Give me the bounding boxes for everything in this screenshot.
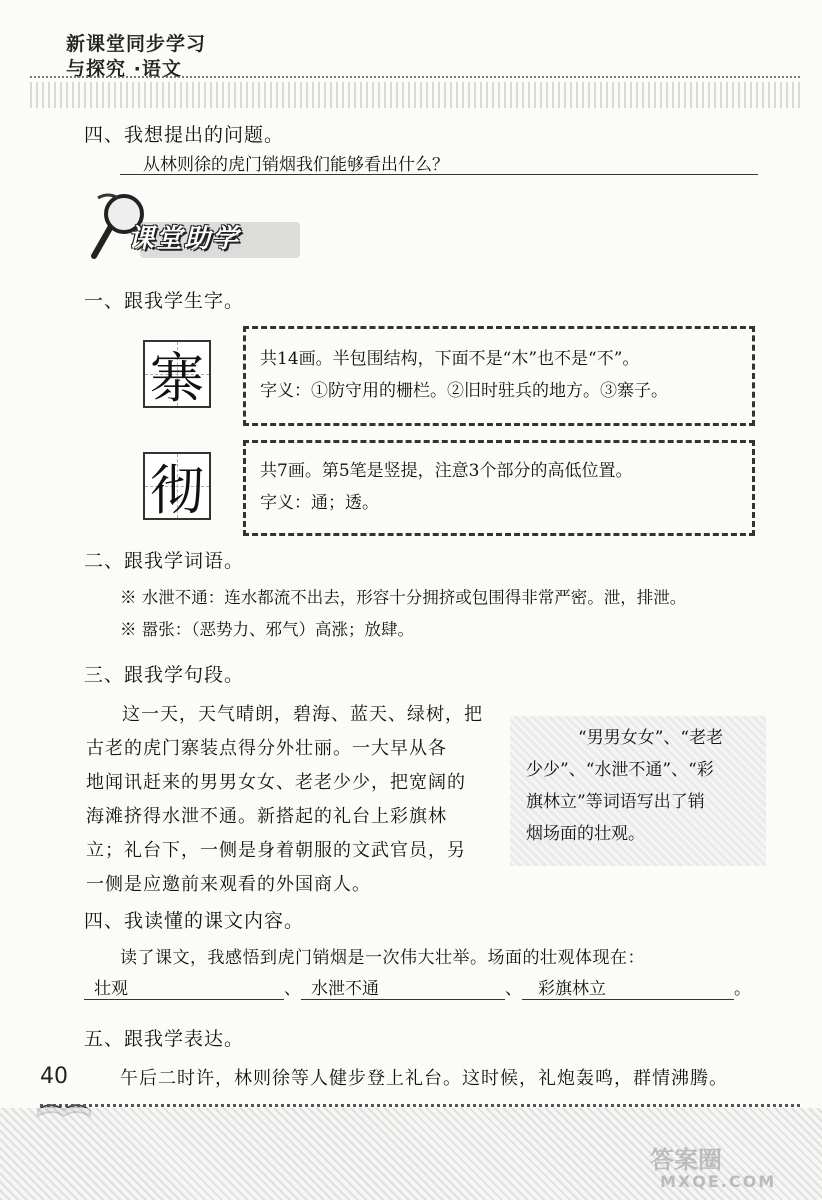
character-box [143,340,211,408]
answer-blank: 壮观 [84,974,284,1000]
banner-title: 课堂助学 [128,224,241,254]
character-meaning-line: 字义：①防守用的栅栏。②旧时驻兵的地方。③寨子。 [260,381,668,401]
character-box [143,452,211,520]
end-mark: 。 [734,979,751,999]
tip-box [510,716,766,866]
word-item: ※ 水泄不通：连水都流不出去，形容十分拥挤或包围得非常严密。泄，排泄。 [120,588,687,607]
character-note-box [243,440,755,536]
tip-line: 旗林立”等词语写出了销 [526,792,705,812]
characters-heading: 一、跟我学生字。 [84,290,245,312]
words-heading: 二、跟我学词语。 [84,550,245,572]
tip-line: “男男女女”、“老老 [578,728,724,748]
series-title: 新课堂同步学习 与探究 ·语文 [66,33,207,80]
header-divider [30,76,800,78]
tip-line: 少少”、“水泄不通”、“彩 [526,760,714,780]
footer-divider [40,1104,800,1107]
character-meaning-line: 字义：通；透。 [260,493,379,513]
watermark-url: MXQE.COM [660,1172,777,1191]
separator: 、 [505,979,522,999]
header-texture [30,82,800,108]
page-number: 40 [40,1064,68,1089]
passage-heading: 三、跟我学句段。 [84,664,245,686]
watermark: 答案圈 [650,1146,722,1174]
understanding-prompt: 读了课文，我感悟到虎门销烟是一次伟大壮举。场面的壮观体现在： [120,948,645,968]
character-note-line: 共14画。半包围结构，下面不是“木”也不是“不”。 [260,349,640,369]
understanding-heading: 四、我读懂的课文内容。 [84,910,305,932]
expression-heading: 五、跟我学表达。 [84,1028,245,1050]
character-glyph: 彻 [150,458,204,522]
passage-line: 地闻讯赶来的男男女女、老老少少，把宽阔的 [86,772,466,793]
passage-line: 一侧是应邀前来观看的外国商人。 [86,874,371,895]
separator: 、 [284,979,301,999]
passage-line: 这一天，天气晴朗，碧海、蓝天、绿树，把 [122,704,483,725]
question-heading: 四、我想提出的问题。 [84,124,285,146]
character-note-line: 共7画。第5笔是竖提，注意3个部分的高低位置。 [260,461,633,481]
passage-line: 立；礼台下，一侧是身着朝服的文武官员，另 [86,840,466,861]
answer-blanks [84,974,751,1000]
character-note-box [243,326,755,426]
passage-line: 海滩挤得水泄不通。新搭起的礼台上彩旗林 [86,806,447,827]
passage-line: 古老的虎门寨装点得分外壮丽。一大早从各 [86,738,447,759]
expression-text: 午后二时许，林则徐等人健步登上礼台。这时候，礼炮轰鸣，群情沸腾。 [120,1068,728,1089]
character-glyph: 寨 [150,346,204,410]
passage-text [86,698,496,902]
tip-line: 烟场面的壮观。 [526,824,645,844]
answer-line [120,174,758,175]
answer-blank: 水泄不通 [301,974,505,1000]
answer-blank: 彩旗林立 [522,974,734,1000]
question-answer: 从林则徐的虎门销烟我们能够看出什么？ [143,155,449,175]
word-item: ※ 嚣张：（恶势力、邪气）高涨；放肆。 [120,620,414,639]
